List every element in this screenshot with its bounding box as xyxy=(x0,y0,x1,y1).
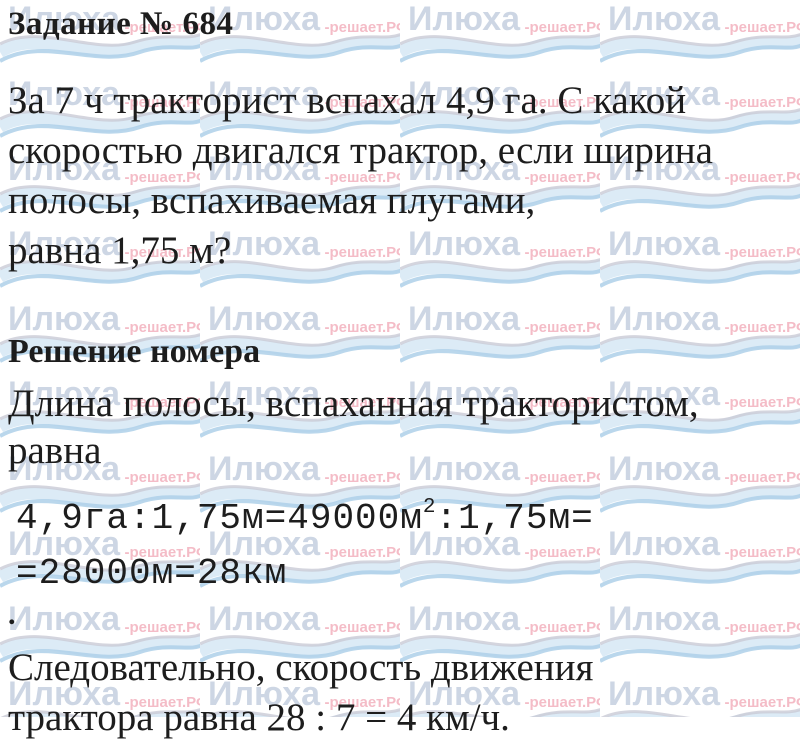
conclusion-line: Следовательно, скорость движения xyxy=(8,646,594,689)
problem-line: За 7 ч тракторист вспахал 4,9 га. С какой xyxy=(8,79,687,122)
formula-line1-after-sup: :1,75м= xyxy=(435,498,594,539)
formula-superscript: 2 xyxy=(422,496,436,519)
solution-intro-line: равна xyxy=(8,429,102,472)
conclusion-line: трактора равна 28 : 7 = 4 км/ч. xyxy=(8,696,510,739)
trailing-period: . xyxy=(8,598,16,631)
page-title: Задание № 684 xyxy=(8,6,234,42)
solution-intro-line: Длина полосы, вспаханная трактористом, xyxy=(8,382,699,425)
problem-statement xyxy=(8,76,796,276)
formula-line-2: =28000м=28км xyxy=(16,553,288,594)
solution-heading: Решение номера xyxy=(8,333,261,370)
formula-line-1 xyxy=(16,480,796,546)
formula-line1-before-sup: 4,9га:1,75м=49000м xyxy=(16,498,423,539)
solution-intro xyxy=(8,380,796,474)
formula xyxy=(8,480,796,601)
problem-line: полосы, вспахиваемая плугами, xyxy=(8,179,536,222)
problem-line: равна 1,75 м? xyxy=(8,229,232,272)
conclusion xyxy=(8,643,796,743)
problem-line: скоростью двигался трактор, если ширина xyxy=(8,129,713,172)
